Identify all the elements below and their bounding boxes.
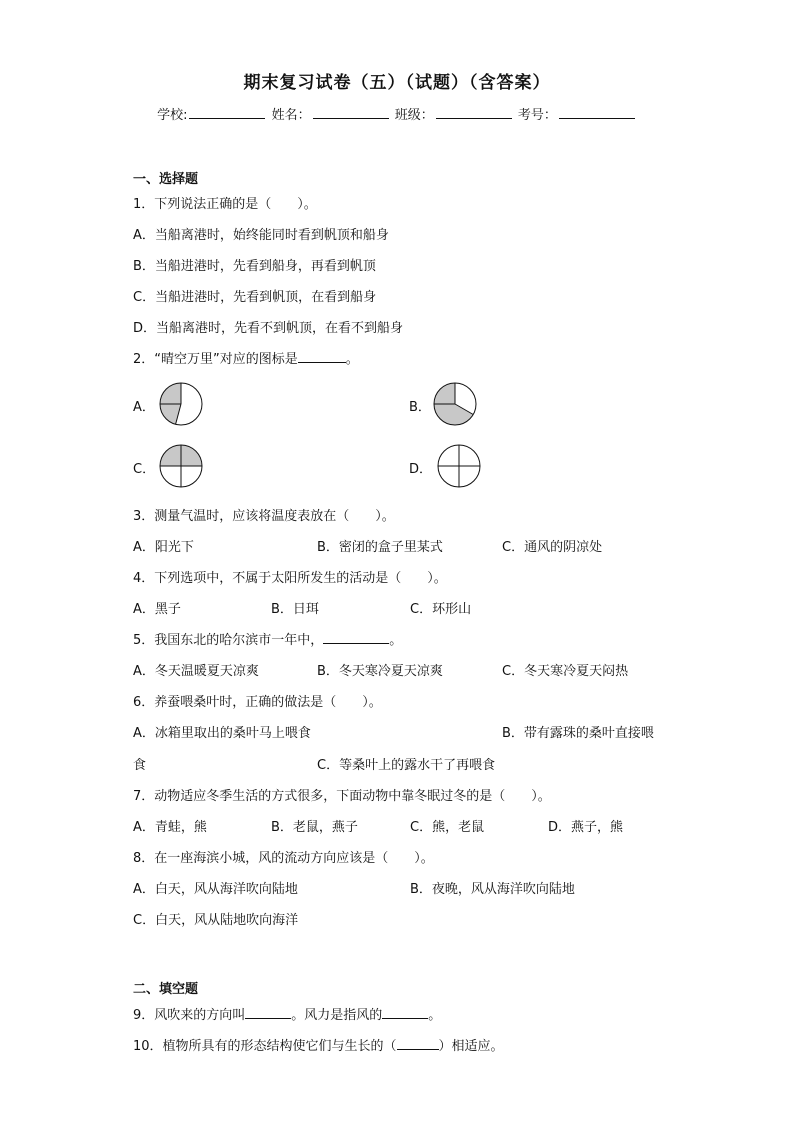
section-title-choice: 一、选择题: [133, 172, 199, 187]
q9-blank-1[interactable]: [245, 1006, 291, 1019]
q2-option-d-label: D．: [409, 462, 433, 477]
q3-stem: 3．测量气温时，应该将温度表放在（ ）。: [133, 509, 395, 524]
q5-stem: [133, 629, 402, 648]
q1-option-b: B．当船进港时，先看到船身，再看到帆顶: [133, 259, 376, 274]
q7-stem: 7．动物适应冬季生活的方式很多，下面动物中靠冬眠过冬的是（ ）。: [133, 789, 551, 804]
q2-stem-end: 。: [345, 352, 359, 367]
q6-option-b-cont: 食: [133, 758, 147, 773]
q2-answer-blank[interactable]: [298, 350, 346, 363]
q9-text-1: 9．风吹来的方向叫: [133, 1008, 246, 1023]
q3-option-a: A．阳光下: [133, 540, 194, 555]
q2-option-b-label: B．: [409, 400, 431, 415]
q1-option-c: C．当船进港时，先看到帆顶，在看到船身: [133, 290, 377, 305]
q4-stem: 4．下列选项中，不属于太阳所发生的活动是（ ）。: [133, 571, 447, 586]
q7-option-a: A．青蛙，熊: [133, 820, 207, 835]
exam-no-label: 考号：: [517, 108, 557, 123]
q1-option-a: A．当船离港时，始终能同时看到帆顶和船身: [133, 228, 389, 243]
q6-option-b: B．带有露珠的桑叶直接喂: [502, 726, 654, 741]
q5-option-b: B．冬天寒冷夏天凉爽: [317, 664, 443, 679]
q6-option-c: C．等桑叶上的露水干了再喂食: [317, 758, 496, 773]
q4-option-c: C．环形山: [410, 602, 472, 617]
q2-option-a-label: A．: [133, 400, 155, 415]
q3-option-c: C．通风的阴凉处: [502, 540, 603, 555]
page-title: 期末复习试卷（五）（试题）（含答案）: [243, 73, 551, 93]
q2-stem: [133, 348, 359, 367]
cloud-cover-icon-c: [159, 444, 203, 488]
cloud-cover-icon-b: [433, 382, 477, 426]
q5-stem-text: 5．我国东北的哈尔滨市一年中，: [133, 633, 324, 648]
q7-option-c: C．熊，老鼠: [410, 820, 485, 835]
school-blank[interactable]: [189, 106, 265, 119]
q10-blank[interactable]: [397, 1037, 439, 1050]
q6-option-a: A．冰箱里取出的桑叶马上喂食: [133, 726, 311, 741]
class-label: 班级：: [394, 108, 434, 123]
q9-text-3: 。: [428, 1008, 442, 1023]
q4-option-a: A．黑子: [133, 602, 181, 617]
q1-stem: 1．下列说法正确的是（ ）。: [133, 197, 317, 212]
q9-stem: [133, 1004, 441, 1023]
q9-blank-2[interactable]: [382, 1006, 428, 1019]
student-info-row: [0, 104, 794, 123]
q8-option-c: C．白天，风从陆地吹向海洋: [133, 913, 299, 928]
q10-text-1: 10．植物所具有的形态结构使它们与生长的（: [133, 1039, 397, 1054]
cloud-cover-icon-d: [437, 444, 481, 488]
q8-option-a: A．白天，风从海洋吹向陆地: [133, 882, 298, 897]
q8-option-b: B．夜晚，风从海洋吹向陆地: [410, 882, 575, 897]
q5-option-c: C．冬天寒冷夏天闷热: [502, 664, 629, 679]
exam-no-blank[interactable]: [559, 106, 635, 119]
q5-answer-blank[interactable]: [323, 631, 389, 644]
q2-option-c-label: C．: [133, 462, 156, 477]
q1-option-d: D．当船离港时，先看不到帆顶，在看不到船身: [133, 321, 404, 336]
q7-option-d: D．燕子，熊: [548, 820, 624, 835]
section-title-fill: 二、填空题: [133, 982, 199, 997]
q4-option-b: B．日珥: [271, 602, 319, 617]
name-blank[interactable]: [313, 106, 389, 119]
q2-stem-text: 2．“晴空万里”对应的图标是: [133, 352, 298, 367]
q8-stem: 8．在一座海滨小城，风的流动方向应该是（ ）。: [133, 851, 434, 866]
q10-text-2: ）相适应。: [438, 1039, 504, 1054]
q7-option-b: B．老鼠，燕子: [271, 820, 358, 835]
class-blank[interactable]: [436, 106, 512, 119]
q5-option-a: A．冬天温暖夏天凉爽: [133, 664, 259, 679]
q3-option-b: B．密闭的盒子里某式: [317, 540, 443, 555]
school-label: 学校:: [157, 108, 188, 123]
q5-stem-end: 。: [389, 633, 403, 648]
q6-stem: 6．养蚕喂桑叶时，正确的做法是（ ）。: [133, 695, 382, 710]
cloud-cover-icon-a: [159, 382, 203, 426]
q10-stem: [133, 1035, 504, 1054]
q9-text-2: 。风力是指风的: [291, 1008, 383, 1023]
name-label: 姓名：: [271, 108, 311, 123]
